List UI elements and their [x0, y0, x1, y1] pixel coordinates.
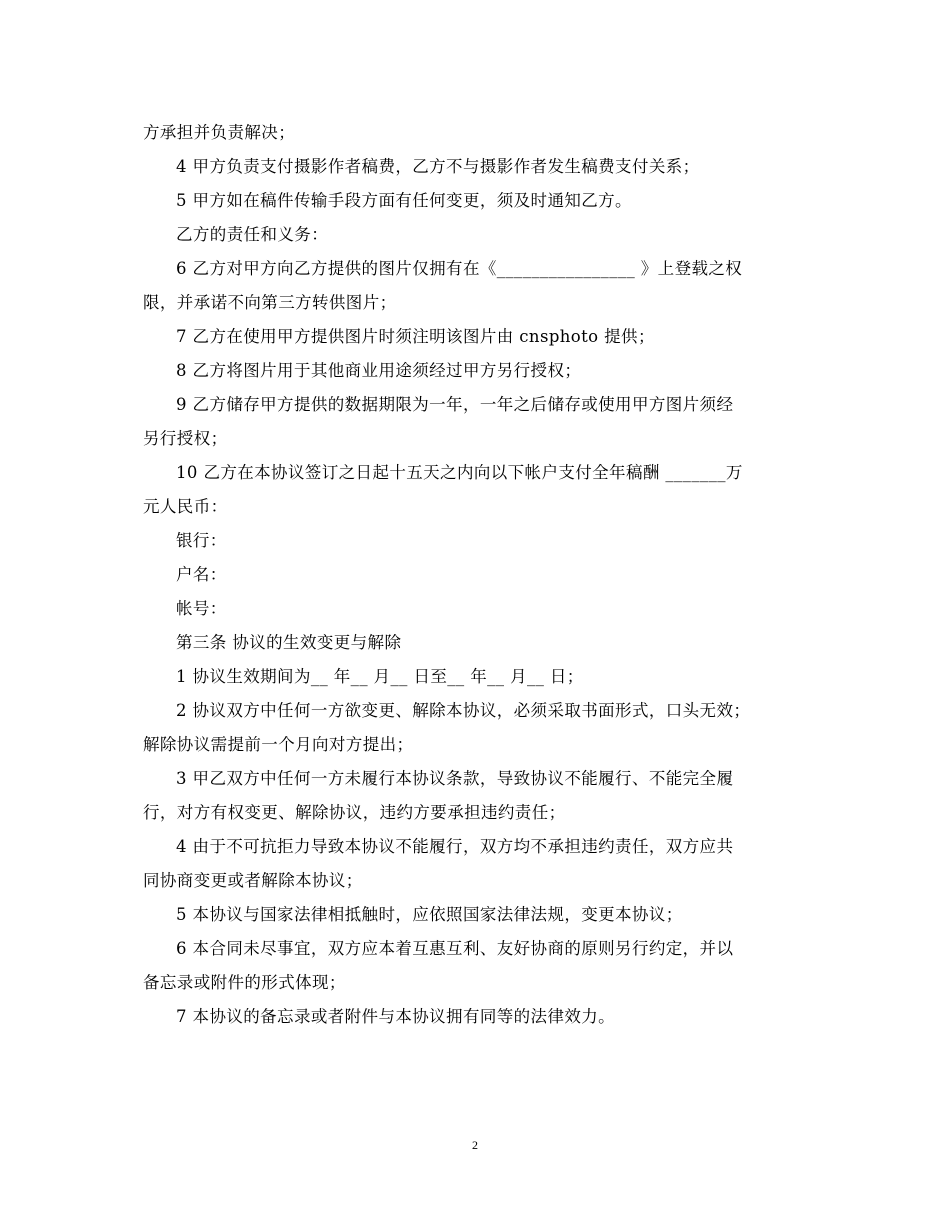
- account-name-field-label: 户名：: [176, 565, 227, 584]
- article-heading: 第三条 协议的生效变更与解除: [176, 633, 402, 652]
- text-line: 2 协议双方中任何一方欲变更、解除本协议，必须采取书面形式，口头无效；: [176, 701, 751, 720]
- text-line: 8 乙方将图片用于其他商业用途须经过甲方另行授权；: [176, 361, 582, 380]
- text-line: 同协商变更或者解除本协议；: [143, 871, 363, 890]
- text-line: 3 甲乙双方中任何一方未履行本协议条款，导致协议不能履行、不能完全履: [176, 769, 734, 788]
- page-number: 2: [472, 1138, 478, 1152]
- text-line: 7 本协议的备忘录或者附件与本协议拥有同等的法律效力。: [176, 1007, 616, 1026]
- text-line: 7 乙方在使用甲方提供图片时须注明该图片由 cnsphoto 提供；: [176, 327, 655, 346]
- bank-field-label: 银行：: [176, 531, 227, 550]
- text-line: 元人民币：: [143, 497, 228, 516]
- account-number-field-label: 帐号：: [176, 599, 227, 618]
- text-line: 解除协议需提前一个月向对方提出；: [143, 735, 414, 754]
- text-line: 10 乙方在本协议签订之日起十五天之内向以下帐户支付全年稿酬 _______万: [176, 463, 743, 482]
- text-line: 5 甲方如在稿件传输手段方面有任何变更，须及时通知乙方。: [176, 191, 632, 210]
- text-line: 4 由于不可抗拒力导致本协议不能履行，双方均不承担违约责任，双方应共: [176, 837, 734, 856]
- text-line: 6 本合同未尽事宜，双方应本着互惠互利、友好协商的原则另行约定，并以: [176, 939, 734, 958]
- text-line: 行，对方有权变更、解除协议，违约方要承担违约责任；: [143, 803, 566, 822]
- text-line: 限，并承诺不向第三方转供图片；: [143, 293, 397, 312]
- text-line: 5 本协议与国家法律相抵触时，应依照国家法律法规，变更本协议；: [176, 905, 683, 924]
- text-line: 方承担并负责解决；: [143, 123, 296, 142]
- text-line: 4 甲方负责支付摄影作者稿费，乙方不与摄影作者发生稿费支付关系；: [176, 157, 700, 176]
- text-line: 9 乙方储存甲方提供的数据期限为一年，一年之后储存或使用甲方图片须经: [176, 395, 734, 414]
- document-body: [143, 116, 808, 1034]
- text-line: 另行授权；: [143, 429, 228, 448]
- text-line: 备忘录或附件的形式体现；: [143, 973, 346, 992]
- text-line: 1 协议生效期间为__ 年__ 月__ 日至__ 年__ 月__ 日；: [176, 667, 584, 686]
- section-subheading: 乙方的责任和义务：: [176, 225, 329, 244]
- text-line: 6 乙方对甲方向乙方提供的图片仅拥有在《________________ 》上登载之权: [176, 259, 743, 278]
